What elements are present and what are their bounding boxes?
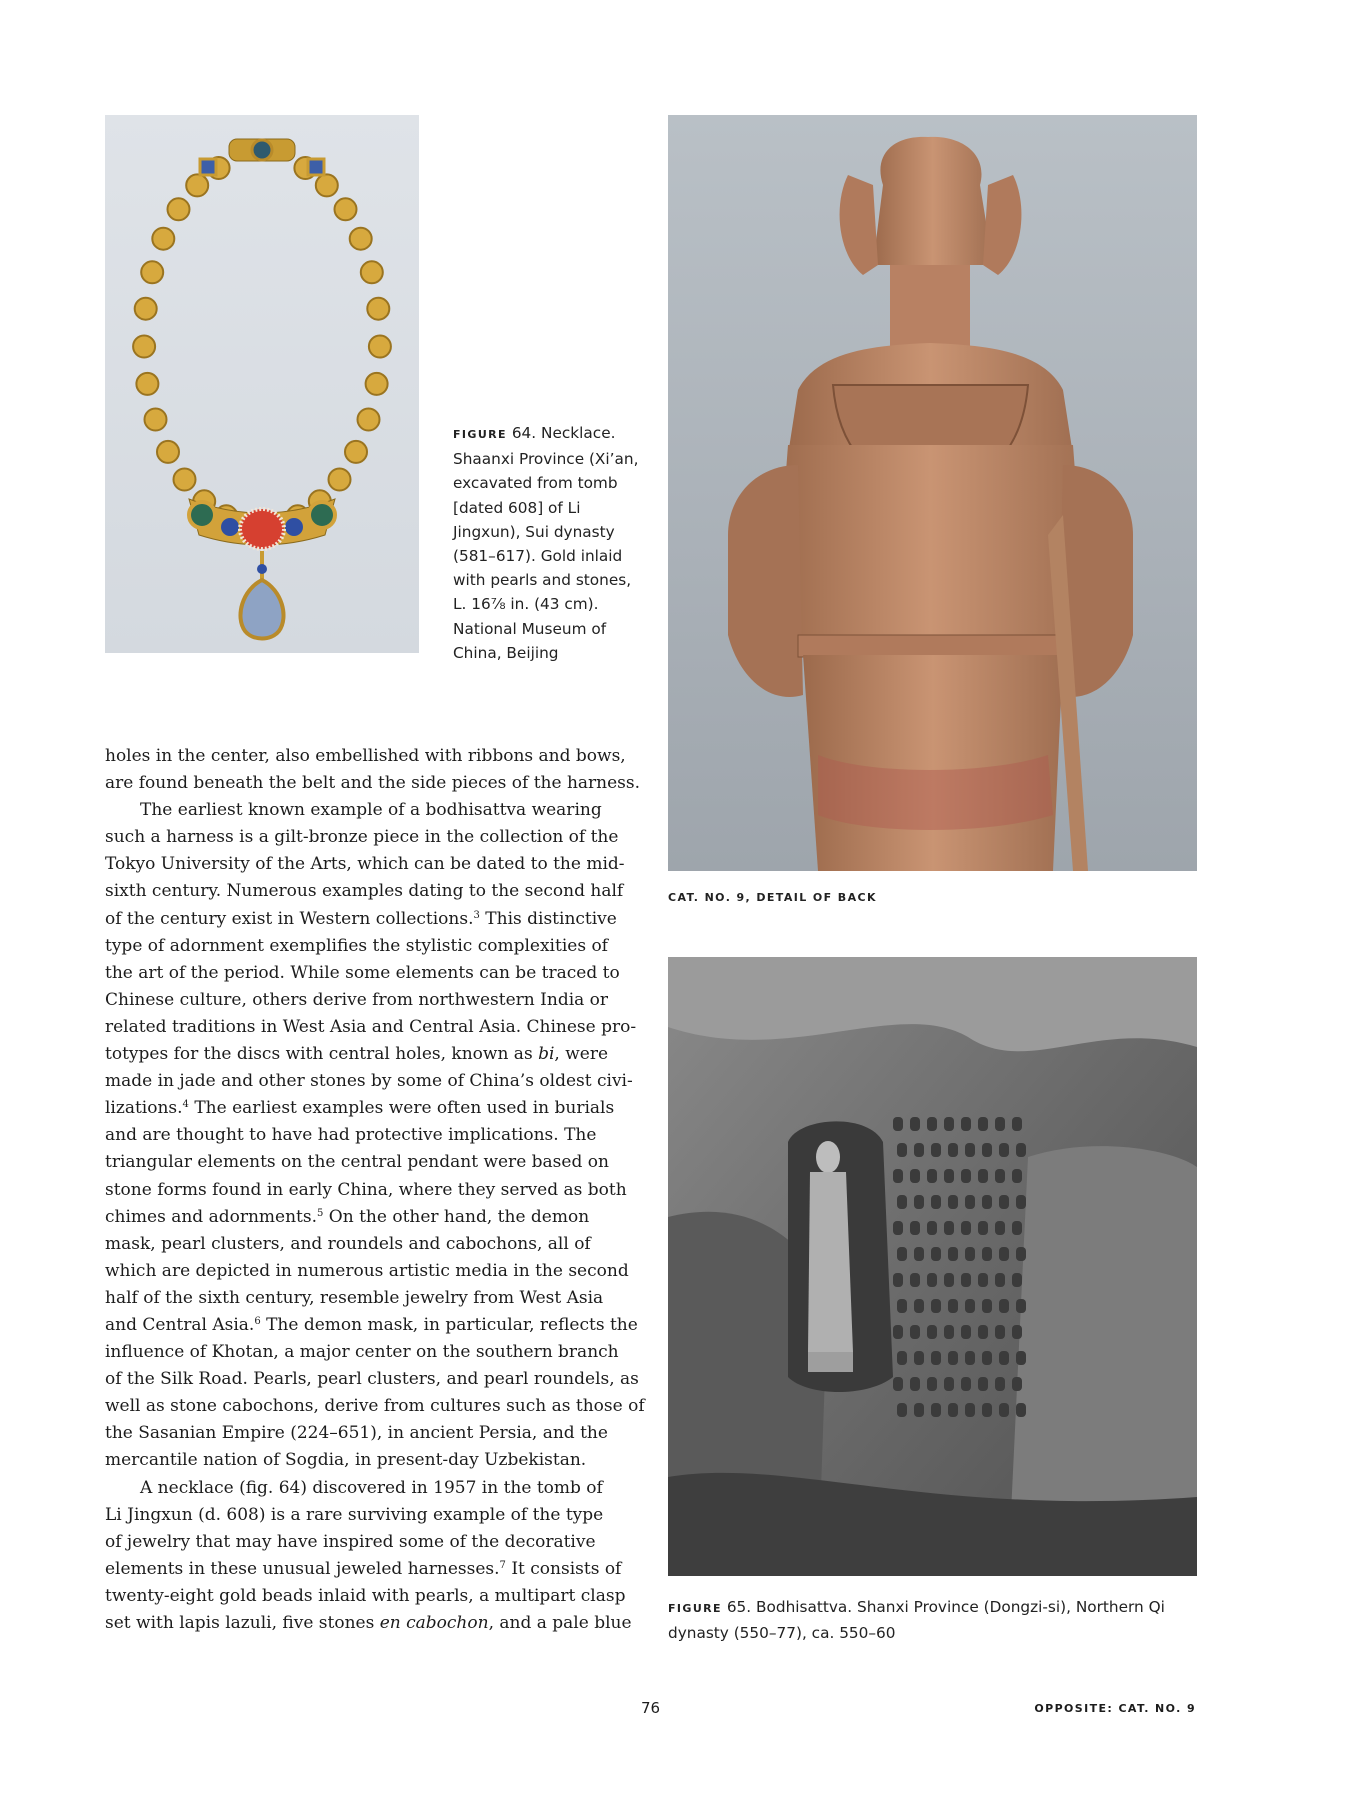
statue-illustration: [668, 115, 1197, 871]
text-run: of the century exist in Western collections.: [105, 908, 474, 929]
text-line: and are thought to have had protective implications. The: [105, 1125, 597, 1146]
gold-bead: [358, 409, 380, 431]
carved-niche: [1012, 1117, 1022, 1131]
carved-niche: [944, 1325, 954, 1339]
text-line: Tokyo University of the Arts, which can be dated to the mid-: [105, 854, 625, 875]
text-run: , were: [554, 1044, 609, 1065]
carved-niche: [995, 1325, 1005, 1339]
footnote-ref[interactable]: 7: [499, 1559, 506, 1571]
text-line: [105, 1610, 640, 1637]
carved-niche: [893, 1325, 903, 1339]
carved-niche: [897, 1299, 907, 1313]
text-line: [105, 1095, 640, 1122]
footnote-ref[interactable]: 4: [182, 1099, 189, 1111]
page-number: 76: [641, 1699, 661, 1717]
text-line: which are depicted in numerous artistic media in the second: [105, 1260, 629, 1281]
carved-niche: [1012, 1273, 1022, 1287]
footnote-ref[interactable]: 6: [254, 1315, 261, 1327]
carved-niche: [914, 1403, 924, 1417]
carved-niche: [982, 1143, 992, 1157]
carved-niche: [910, 1377, 920, 1391]
carved-niche: [1016, 1195, 1026, 1209]
carved-niche: [948, 1143, 958, 1157]
carved-niche: [944, 1117, 954, 1131]
carved-niche: [1016, 1351, 1026, 1365]
carved-niche: [961, 1221, 971, 1235]
text-run: This distinctive: [485, 908, 617, 929]
text-run: elements in these unusual jeweled harnesses.: [105, 1558, 500, 1579]
caption-line: Bodhisattva. Shanxi Province (Dongzi-si), Northern Qi: [756, 1598, 1165, 1616]
text-run: chimes and adornments.: [105, 1206, 318, 1227]
carved-niche: [978, 1377, 988, 1391]
carved-niche: [893, 1117, 903, 1131]
carved-niche: [897, 1351, 907, 1365]
footnote-ref[interactable]: 5: [317, 1207, 324, 1219]
gold-bead: [141, 261, 163, 283]
text-line: made in jade and other stones by some of China’s oldest civi-: [105, 1071, 633, 1092]
carved-niche: [999, 1403, 1009, 1417]
bodhisattva-back-photo: [668, 115, 1197, 871]
carved-niche: [944, 1169, 954, 1183]
carved-niche: [965, 1351, 975, 1365]
gold-bead: [367, 298, 389, 320]
carved-niche: [897, 1403, 907, 1417]
carved-niche: [893, 1221, 903, 1235]
carved-niche: [978, 1325, 988, 1339]
carved-niche: [1012, 1325, 1022, 1339]
carved-niche: [931, 1247, 941, 1261]
text-run: lizations.: [105, 1098, 183, 1119]
carved-niche: [965, 1403, 975, 1417]
carved-niche: [961, 1273, 971, 1287]
carved-niche: [948, 1403, 958, 1417]
carved-niche: [982, 1403, 992, 1417]
gold-bead: [350, 228, 372, 250]
carved-niche: [978, 1117, 988, 1131]
figure-label: FIGURE: [453, 428, 507, 441]
text-line: influence of Khotan, a major center on the southern branch: [105, 1342, 619, 1363]
text-line: Li Jingxun (d. 608) is a rare surviving example of the type: [105, 1504, 604, 1525]
carved-niche: [910, 1169, 920, 1183]
carved-niche: [931, 1299, 941, 1313]
carved-niche: [948, 1247, 958, 1261]
carved-niche: [948, 1351, 958, 1365]
carved-niche: [965, 1195, 975, 1209]
text-line: mask, pearl clusters, and roundels and cabochons, all of: [105, 1233, 591, 1254]
carved-niche: [914, 1299, 924, 1313]
cliff-illustration: [668, 957, 1197, 1576]
carved-niche: [931, 1195, 941, 1209]
gold-bead: [361, 261, 383, 283]
carved-niche: [927, 1117, 937, 1131]
carved-niche: [995, 1221, 1005, 1235]
gold-bead: [152, 228, 174, 250]
carved-niche: [982, 1351, 992, 1365]
gold-bead: [335, 198, 357, 220]
text-line: of the Silk Road. Pearls, pearl clusters, and pearl roundels, as: [105, 1369, 639, 1390]
carved-niche: [982, 1299, 992, 1313]
carved-niche: [1016, 1143, 1026, 1157]
gold-bead: [136, 373, 158, 395]
gold-bead: [174, 469, 196, 491]
text-line: related traditions in West Asia and Central Asia. Chinese pro-: [105, 1016, 637, 1037]
carved-niche: [910, 1325, 920, 1339]
carved-niche: [995, 1377, 1005, 1391]
carved-niche: [914, 1351, 924, 1365]
carved-niche: [948, 1299, 958, 1313]
carved-niche: [893, 1169, 903, 1183]
carved-niche: [897, 1143, 907, 1157]
text-line: such a harness is a gilt-bronze piece in the collection of the: [105, 827, 619, 848]
figure-65-caption: [668, 1595, 1228, 1645]
gold-bead: [366, 373, 388, 395]
caption-line: (581–617). Gold inlaid: [453, 547, 623, 566]
carved-niche: [961, 1325, 971, 1339]
caption-line: [dated 608] of Li: [453, 498, 581, 517]
carved-niche: [914, 1247, 924, 1261]
caption-line: L. 16⅞ in. (43 cm).: [453, 595, 599, 614]
footer-note: OPPOSITE: CAT. NO. 9: [1034, 1702, 1196, 1715]
caption-line: China, Beijing: [453, 643, 559, 662]
carved-niche: [1016, 1247, 1026, 1261]
carved-niche: [897, 1247, 907, 1261]
gold-bead: [316, 174, 338, 196]
gold-bead: [157, 441, 179, 463]
carved-niche: [982, 1247, 992, 1261]
gold-bead: [369, 336, 391, 358]
carved-niche: [965, 1143, 975, 1157]
carved-niche: [982, 1195, 992, 1209]
carved-niche: [978, 1169, 988, 1183]
gold-bead: [186, 174, 208, 196]
carved-niche: [927, 1325, 937, 1339]
figure-label: FIGURE: [668, 1602, 722, 1615]
necklace-photo: [105, 115, 419, 653]
carved-niche: [944, 1273, 954, 1287]
text-line: The earliest known example of a bodhisattva wearing: [140, 800, 602, 821]
necklace-illustration: [105, 115, 419, 653]
carved-niche: [995, 1273, 1005, 1287]
carved-niche: [965, 1299, 975, 1313]
text-line: well as stone cabochons, derive from cultures such as those of: [105, 1396, 645, 1417]
text-line: of jewelry that may have inspired some of the decorative: [105, 1531, 596, 1552]
carved-niche: [897, 1195, 907, 1209]
carved-niche: [999, 1247, 1009, 1261]
carved-niche: [910, 1221, 920, 1235]
text-run: On the other hand, the demon: [323, 1206, 590, 1227]
carved-niche: [927, 1221, 937, 1235]
gold-bead: [145, 409, 167, 431]
text-line: sixth century. Numerous examples dating to the second half: [105, 881, 624, 902]
carved-niche: [999, 1351, 1009, 1365]
carved-niche: [1012, 1169, 1022, 1183]
carved-niche: [961, 1169, 971, 1183]
carved-niche: [999, 1143, 1009, 1157]
carved-niche: [1012, 1377, 1022, 1391]
carved-niche: [944, 1377, 954, 1391]
gold-bead: [135, 298, 157, 320]
carved-niche: [965, 1247, 975, 1261]
carved-niche: [931, 1143, 941, 1157]
italic-term: bi: [538, 1044, 555, 1065]
text-line: stone forms found in early China, where they served as both: [105, 1179, 627, 1200]
carved-niche: [1012, 1221, 1022, 1235]
figure-number: 65.: [726, 1598, 752, 1616]
text-line: [105, 1204, 640, 1231]
carved-niche: [961, 1377, 971, 1391]
caption-line: Jingxun), Sui dynasty: [453, 522, 615, 541]
body-text: [105, 743, 645, 1637]
text-run: set with lapis lazuli, five stones: [105, 1613, 380, 1633]
text-line: twenty-eight gold beads inlaid with pearls, a multipart clasp: [105, 1585, 626, 1606]
caption-line: excavated from tomb: [453, 474, 618, 493]
text-line: Chinese culture, others derive from northwestern India or: [105, 989, 609, 1010]
cat-9-caption: CAT. NO. 9, DETAIL OF BACK: [668, 891, 877, 904]
carved-niche: [1016, 1299, 1026, 1313]
text-run: It consists of: [505, 1558, 622, 1579]
text-run: , and a pale blue: [488, 1613, 632, 1633]
gold-bead: [133, 336, 155, 358]
text-line: [105, 1041, 640, 1068]
carved-niche: [927, 1273, 937, 1287]
text-line: type of adornment exemplifies the stylistic complexities of: [105, 935, 608, 956]
carved-niche: [910, 1273, 920, 1287]
carved-niche: [999, 1299, 1009, 1313]
carved-niche: [961, 1117, 971, 1131]
text-line: mercantile nation of Sogdia, in present-day Uzbekistan.: [105, 1450, 587, 1471]
text-line: [105, 906, 640, 933]
figure-number: 64.: [511, 424, 537, 442]
caption-line: Necklace.: [541, 424, 616, 442]
carved-niche: [893, 1377, 903, 1391]
carved-niche: [995, 1169, 1005, 1183]
text-line: half of the sixth century, resemble jewelry from West Asia: [105, 1287, 604, 1308]
caption-line: with pearls and stones,: [453, 571, 632, 590]
text-line: holes in the center, also embellished with ribbons and bows,: [105, 746, 626, 766]
carved-niche: [1016, 1403, 1026, 1417]
carved-niche: [931, 1403, 941, 1417]
carved-niche: [927, 1377, 937, 1391]
caption-line: Shaanxi Province (Xi’an,: [453, 450, 639, 469]
carved-niche: [893, 1273, 903, 1287]
text-run: totypes for the discs with central holes, known as: [105, 1044, 539, 1065]
text-run: and Central Asia.: [105, 1314, 255, 1335]
carved-niche: [978, 1273, 988, 1287]
carved-niche: [927, 1169, 937, 1183]
carved-niche: [995, 1117, 1005, 1131]
carved-niche: [931, 1351, 941, 1365]
carved-niche: [948, 1195, 958, 1209]
carved-niche: [914, 1195, 924, 1209]
caption-line: National Museum of: [453, 619, 607, 638]
gold-bead: [168, 198, 190, 220]
carved-niche: [914, 1143, 924, 1157]
footnote-ref[interactable]: 3: [473, 909, 480, 921]
text-line: are found beneath the belt and the side pieces of the harness.: [105, 773, 641, 794]
cliff-carving-photo: [668, 957, 1197, 1576]
text-line: triangular elements on the central pendant were based on: [105, 1152, 609, 1173]
text-line: [105, 1556, 640, 1583]
gold-bead: [329, 469, 351, 491]
text-line: [105, 1312, 640, 1339]
carved-niche: [978, 1221, 988, 1235]
text-run: The earliest examples were often used in burials: [188, 1098, 615, 1119]
text-line: the Sasanian Empire (224–651), in ancient Persia, and the: [105, 1423, 608, 1444]
gold-bead: [345, 441, 367, 463]
text-run: The demon mask, in particular, reflects the: [260, 1314, 638, 1335]
carved-niche: [999, 1195, 1009, 1209]
figure-64-caption: [453, 421, 643, 665]
caption-line: dynasty (550–77), ca. 550–60: [668, 1624, 896, 1642]
carved-niche: [944, 1221, 954, 1235]
italic-term: en cabochon: [379, 1613, 489, 1633]
carved-niche: [910, 1117, 920, 1131]
text-line: A necklace (fig. 64) discovered in 1957 in the tomb of: [140, 1477, 603, 1498]
text-line: the art of the period. While some elements can be traced to: [105, 962, 620, 983]
